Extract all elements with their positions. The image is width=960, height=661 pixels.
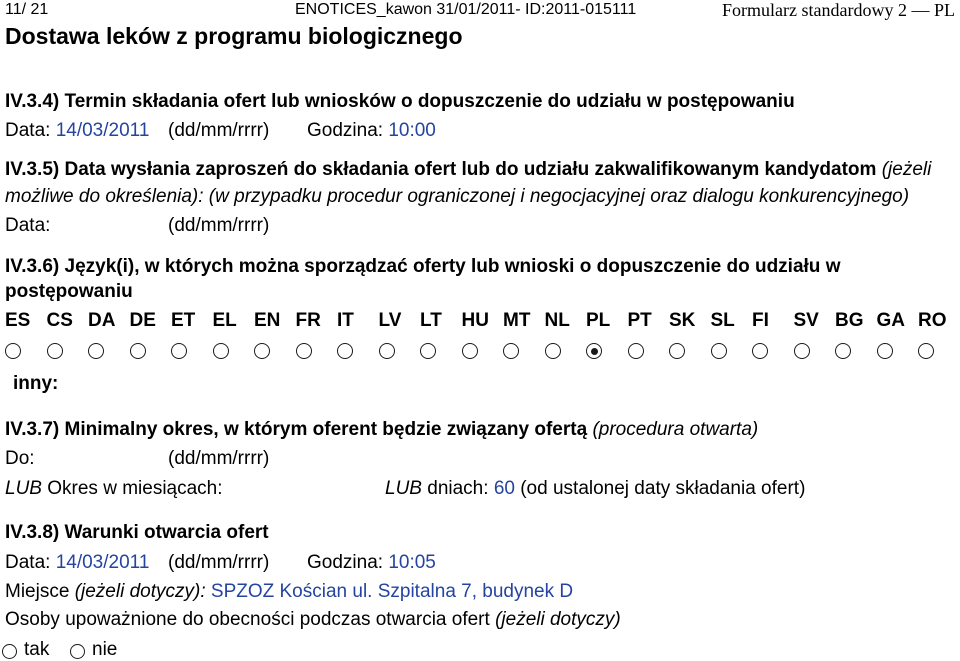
language-code-nl: NL	[544, 310, 570, 331]
or-label: LUB	[385, 478, 422, 499]
section-heading-iv-3-5	[5, 159, 931, 181]
language-radio-lv[interactable]	[379, 343, 395, 359]
language-radio-sv[interactable]	[794, 343, 810, 359]
language-option-fi[interactable]	[752, 310, 794, 359]
other-language-label: inny:	[13, 373, 59, 394]
persons-label: Osoby upoważnione do obecności podczas otwarcia ofert	[5, 609, 490, 630]
validity-days	[385, 478, 805, 500]
language-code-sk: SK	[669, 310, 696, 331]
language-code-ga: GA	[876, 310, 905, 331]
section-heading-continued: postępowaniu	[5, 281, 133, 302]
document-title: Dostawa leków z programu biologicznego	[5, 23, 463, 49]
date-label: Data:	[5, 215, 51, 236]
language-radio-cs[interactable]	[47, 343, 63, 359]
validity-months	[5, 478, 223, 500]
language-code-en: EN	[254, 310, 281, 331]
language-code-lt: LT	[420, 310, 442, 331]
or-label: LUB	[5, 478, 42, 499]
notice-id: ENOTICES_kawon 31/01/2011- ID:2011-015111	[295, 1, 637, 18]
date-label: Data:	[5, 120, 51, 141]
language-option-it[interactable]	[337, 310, 379, 359]
language-radio-mt[interactable]	[503, 343, 519, 359]
language-radio-de[interactable]	[130, 343, 146, 359]
section-title: IV.3.5) Data wysłania zaproszeń do składania ofert lub do udziału zakwalifikowanym kandydatom	[5, 159, 877, 180]
language-radio-fi[interactable]	[752, 343, 768, 359]
language-code-sv: SV	[793, 310, 819, 331]
language-option-el[interactable]	[213, 310, 255, 359]
language-option-pt[interactable]	[628, 310, 670, 359]
language-code-ro: RO	[918, 310, 947, 331]
language-option-mt[interactable]	[503, 310, 545, 359]
date-value: 14/03/2011	[55, 552, 150, 573]
language-code-fr: FR	[295, 310, 321, 331]
opening-date	[5, 552, 149, 574]
language-code-bg: BG	[835, 310, 864, 331]
language-code-mt: MT	[503, 310, 531, 331]
language-radio-el[interactable]	[213, 343, 229, 359]
language-option-et[interactable]	[171, 310, 213, 359]
yes-label: tak	[24, 639, 50, 660]
section-heading-iv-3-4: IV.3.4) Termin składania ofert lub wniosków o dopuszczenie do udziału w postępowaniu	[5, 91, 795, 112]
language-code-fi: FI	[752, 310, 769, 331]
language-option-sv[interactable]	[794, 310, 836, 359]
language-option-hu[interactable]	[462, 310, 504, 359]
authorised-persons	[5, 609, 621, 631]
until-label: Do:	[5, 448, 35, 469]
page-number: 11/ 21	[5, 1, 49, 18]
language-radio-fr[interactable]	[296, 343, 312, 359]
language-option-pl[interactable]	[586, 310, 628, 359]
language-code-et: ET	[171, 310, 196, 331]
language-radio-pl[interactable]	[586, 343, 602, 359]
language-radio-sl[interactable]	[711, 343, 727, 359]
language-options	[5, 310, 960, 359]
language-radio-ro[interactable]	[918, 343, 934, 359]
date-format-hint: (dd/mm/rrrr)	[168, 552, 270, 573]
language-option-da[interactable]	[88, 310, 130, 359]
language-radio-nl[interactable]	[545, 343, 561, 359]
days-value: 60	[493, 478, 515, 499]
place-value: SPZOZ Kościan ul. Szpitalna 7, budynek D	[210, 581, 574, 602]
section-title: IV.3.7) Minimalny okres, w którym oferent będzie związany ofertą	[5, 419, 588, 440]
no-radio[interactable]	[70, 644, 85, 659]
language-radio-en[interactable]	[254, 343, 270, 359]
language-radio-bg[interactable]	[835, 343, 851, 359]
language-radio-et[interactable]	[171, 343, 187, 359]
language-radio-hu[interactable]	[462, 343, 478, 359]
months-label: Okres w miesiącach:	[47, 478, 223, 499]
language-option-sl[interactable]	[711, 310, 753, 359]
language-code-pl: PL	[586, 310, 611, 331]
language-option-de[interactable]	[130, 310, 172, 359]
deadline-date	[5, 120, 149, 142]
form-name: Formularz standardowy 2 — PL	[722, 0, 955, 20]
language-code-el: EL	[212, 310, 237, 331]
date-format-hint: (dd/mm/rrrr)	[168, 448, 270, 469]
date-label: Data:	[5, 552, 51, 573]
language-code-sl: SL	[710, 310, 735, 331]
section-heading-iv-3-8: IV.3.8) Warunki otwarcia ofert	[5, 522, 269, 543]
language-option-lt[interactable]	[420, 310, 462, 359]
language-radio-es[interactable]	[5, 343, 21, 359]
time-value: 10:00	[388, 120, 436, 141]
section-note: (procedura otwarta)	[592, 419, 759, 440]
language-radio-pt[interactable]	[628, 343, 644, 359]
language-option-lv[interactable]	[379, 310, 421, 359]
language-radio-da[interactable]	[88, 343, 104, 359]
language-code-cs: CS	[46, 310, 73, 331]
section-heading-iv-3-7	[5, 419, 758, 441]
language-code-hu: HU	[461, 310, 489, 331]
language-option-sk[interactable]	[669, 310, 711, 359]
deadline-time	[307, 120, 436, 142]
date-format-hint: (dd/mm/rrrr)	[168, 120, 270, 141]
days-note: (od ustalonej daty składania ofert)	[520, 478, 806, 499]
time-label: Godzina:	[307, 120, 384, 141]
no-label: nie	[92, 639, 118, 660]
language-option-en[interactable]	[254, 310, 296, 359]
place-note: (jeżeli dotyczy):	[74, 581, 206, 602]
language-radio-sk[interactable]	[669, 343, 685, 359]
language-code-pt: PT	[627, 310, 652, 331]
time-value: 10:05	[388, 552, 436, 573]
language-radio-lt[interactable]	[420, 343, 436, 359]
language-code-de: DE	[129, 310, 156, 331]
language-option-cs[interactable]	[47, 310, 89, 359]
language-code-it: IT	[337, 310, 354, 331]
persons-note: (jeżeli dotyczy)	[495, 609, 621, 630]
language-code-es: ES	[5, 310, 31, 331]
date-format-hint: (dd/mm/rrrr)	[168, 215, 270, 236]
days-label: dniach:	[427, 478, 489, 499]
opening-place	[5, 581, 573, 603]
language-option-nl[interactable]	[545, 310, 587, 359]
language-option-fr[interactable]	[296, 310, 338, 359]
language-code-da: DA	[88, 310, 116, 331]
opening-time	[307, 552, 436, 574]
language-radio-it[interactable]	[337, 343, 353, 359]
language-code-lv: LV	[378, 310, 402, 331]
place-label: Miejsce	[5, 581, 70, 602]
language-option-bg[interactable]	[835, 310, 877, 359]
time-label: Godzina:	[307, 552, 384, 573]
language-option-es[interactable]	[5, 310, 47, 359]
section-note-continued: możliwe do określenia): (w przypadku procedur ograniczonej i negocjacyjnej oraz dialogu konkurencyjnego)	[5, 186, 910, 207]
language-radio-ga[interactable]	[877, 343, 893, 359]
language-option-ga[interactable]	[877, 310, 919, 359]
yes-radio[interactable]	[2, 644, 17, 659]
date-value: 14/03/2011	[55, 120, 150, 141]
language-option-ro[interactable]	[918, 310, 960, 359]
section-heading-iv-3-6: IV.3.6) Język(i), w których można sporządzać oferty lub wnioski o dopuszczenie do udziału w	[5, 256, 841, 277]
section-note: (jeżeli	[881, 159, 932, 180]
